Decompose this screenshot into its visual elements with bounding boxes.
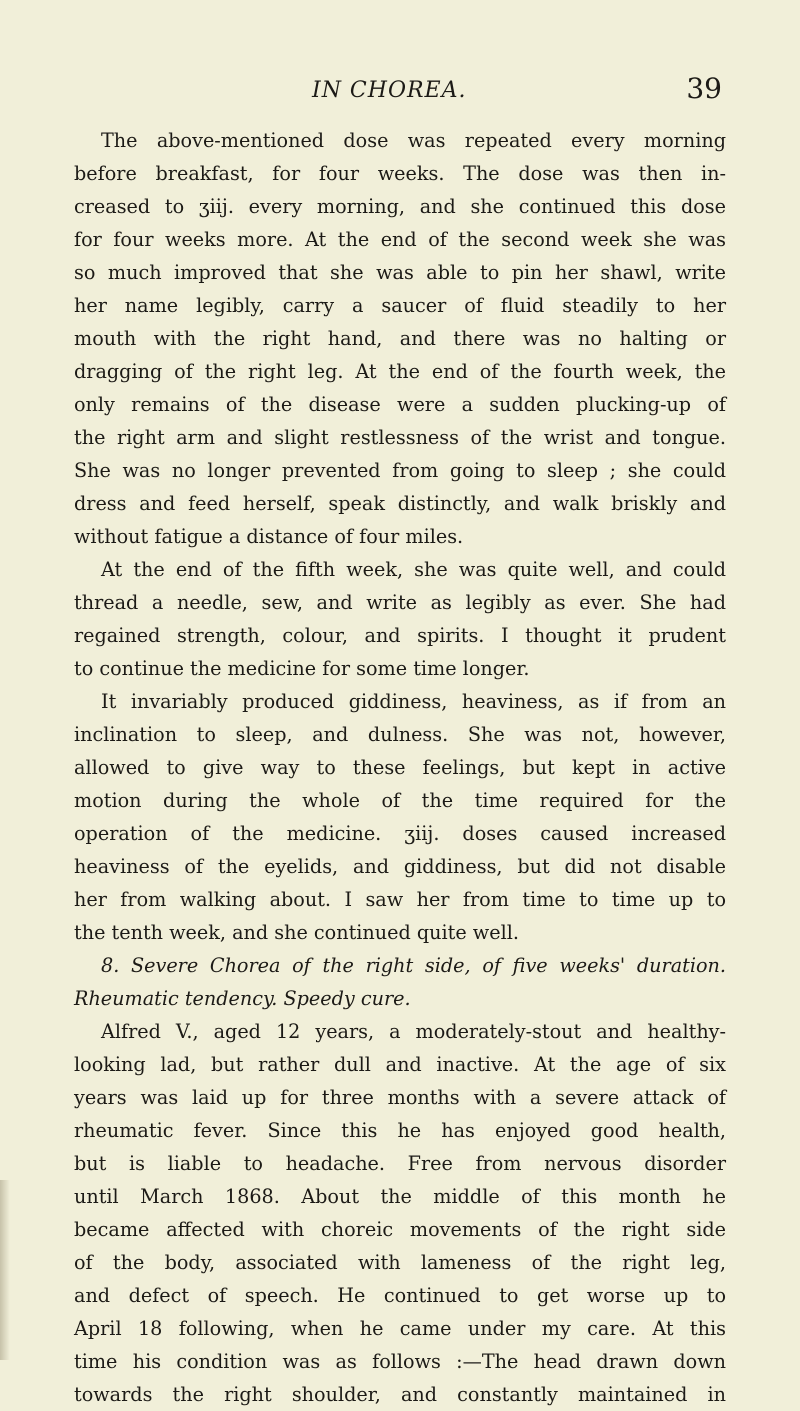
text-line: allowed to give way to these feelings, but kept in active xyxy=(74,756,726,779)
text-line: inclination to sleep, and dulness. She was not, however, xyxy=(74,723,726,746)
text-line: thread a needle, sew, and write as legibly as ever. She had xyxy=(74,591,726,614)
text-line: without fatigue a distance of four miles. xyxy=(74,525,464,548)
text-line: her name legibly, carry a saucer of fluid steadily to her xyxy=(74,294,726,317)
body-text xyxy=(74,124,726,1411)
page-edge-shadow xyxy=(0,1180,10,1360)
text-line: Alfred V., aged 12 years, a moderately-stout and healthy- xyxy=(101,1020,726,1043)
text-line: time his condition was as follows :—The head drawn down xyxy=(74,1350,726,1373)
text-line: mouth with the right hand, and there was no halting or xyxy=(74,327,726,350)
text-line: It invariably produced giddiness, heaviness, as if from an xyxy=(101,690,726,713)
text-line: before breakfast, for four weeks. The dose was then in- xyxy=(74,162,726,185)
text-line: operation of the medicine. ʒiij. doses caused increased xyxy=(74,822,726,845)
text-line: for four weeks more. At the end of the second week she was xyxy=(74,228,726,251)
text-line: so much improved that she was able to pin her shawl, write xyxy=(74,261,726,284)
text-line: The above-mentioned dose was repeated every morning xyxy=(101,129,726,152)
text-line: the right arm and slight restlessness of the wrist and tongue. xyxy=(74,426,726,449)
text-line: She was no longer prevented from going to sleep ; she could xyxy=(74,459,726,482)
text-line: and defect of speech. He continued to get worse up to xyxy=(74,1284,726,1307)
text-line: dragging of the right leg. At the end of the fourth week, the xyxy=(74,360,726,383)
text-line: At the end of the fifth week, she was quite well, and could xyxy=(101,558,726,581)
text-line: heaviness of the eyelids, and giddiness, but did not disable xyxy=(74,855,726,878)
text-line: the tenth week, and she continued quite well. xyxy=(74,921,519,944)
text-line: her from walking about. I saw her from time to time up to xyxy=(74,888,726,911)
text-line: looking lad, but rather dull and inactive. At the age of six xyxy=(74,1053,726,1076)
text-line: creased to ʒiij. every morning, and she continued this dose xyxy=(74,195,726,218)
text-line: April 18 following, when he came under my care. At this xyxy=(74,1317,726,1340)
text-line: motion during the whole of the time required for the xyxy=(74,789,726,812)
text-line: Rheumatic tendency. Speedy cure. xyxy=(74,987,411,1010)
text-line: regained strength, colour, and spirits. I thought it prudent xyxy=(74,624,726,647)
text-line: towards the right shoulder, and constantly maintained in xyxy=(74,1383,726,1406)
text-line: rheumatic fever. Since this he has enjoyed good health, xyxy=(74,1119,726,1142)
text-line: 8. Severe Chorea of the right side, of five weeks' duration. xyxy=(101,954,726,977)
text-line: of the body, associated with lameness of the right leg, xyxy=(74,1251,726,1274)
text-line: but is liable to headache. Free from nervous disorder xyxy=(74,1152,726,1175)
text-line: dress and feed herself, speak distinctly, and walk briskly and xyxy=(74,492,726,515)
text-line: only remains of the disease were a sudden plucking-up of xyxy=(74,393,726,416)
running-head: IN CHOREA. xyxy=(312,78,467,103)
text-line: to continue the medicine for some time longer. xyxy=(74,657,530,680)
page-number: 39 xyxy=(686,72,722,105)
text-line: years was laid up for three months with a severe attack of xyxy=(74,1086,726,1109)
page-header xyxy=(0,72,800,112)
text-line: became affected with choreic movements of the right side xyxy=(74,1218,726,1241)
text-line: until March 1868. About the middle of this month he xyxy=(74,1185,726,1208)
